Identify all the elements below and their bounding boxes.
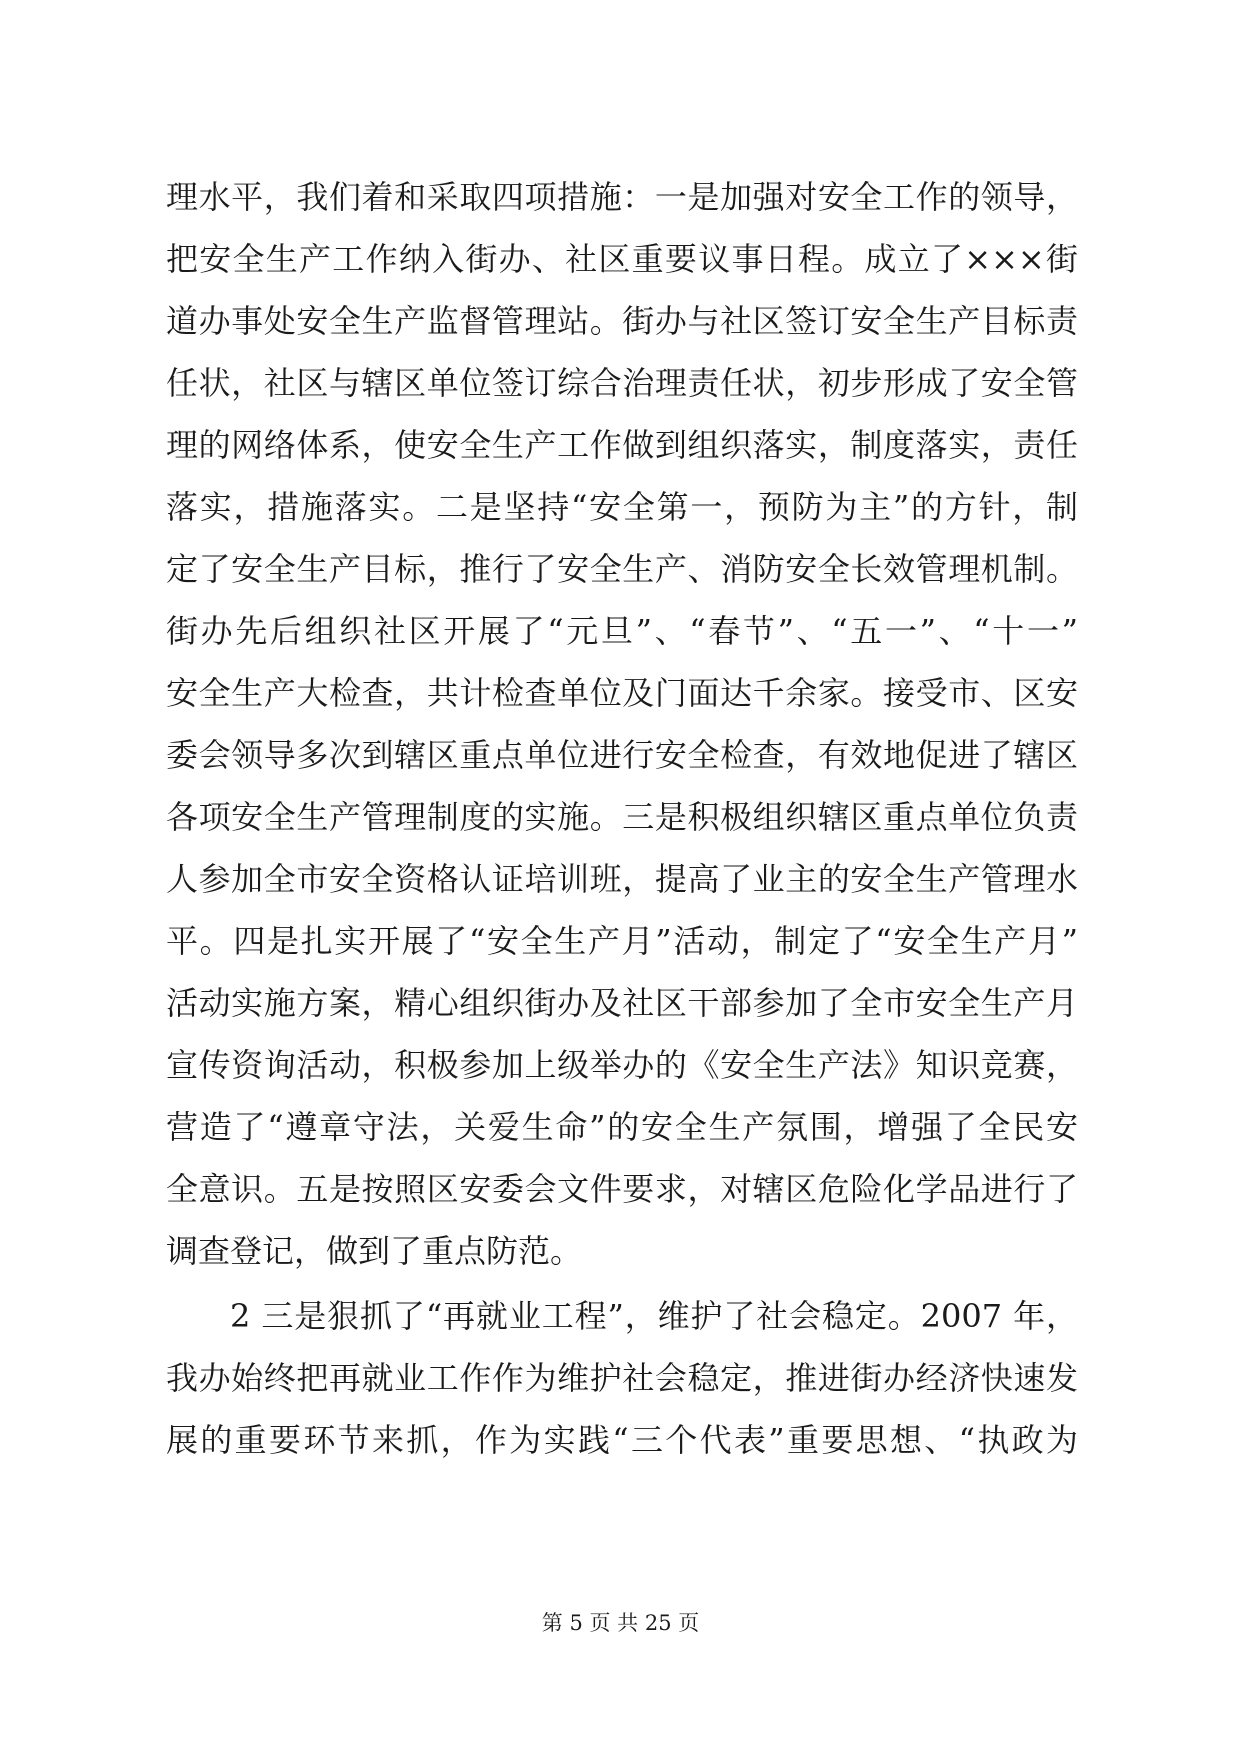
body-text-line: 理的网络体系，使安全生产工作做到组织落实，制度落实，责任	[166, 426, 1078, 464]
body-text-line: 任状，社区与辖区单位签订综合治理责任状，初步形成了安全管	[166, 364, 1078, 402]
body-text-line: 委会领导多次到辖区重点单位进行安全检查，有效地促进了辖区	[166, 736, 1078, 774]
body-text-line: 理水平，我们着和采取四项措施：一是加强对安全工作的领导，	[166, 178, 1078, 216]
body-text-line: 宣传资询活动，积极参加上级举办的《安全生产法》知识竞赛，	[166, 1046, 1078, 1084]
body-text-line: 街办先后组织社区开展了“元旦”、“春节”、“五一”、“十一”	[166, 612, 1078, 650]
body-text-line: 平。四是扎实开展了“安全生产月”活动，制定了“安全生产月”	[166, 922, 1078, 960]
body-text-line: 全意识。五是按照区安委会文件要求，对辖区危险化学品进行了	[166, 1170, 1078, 1208]
page-number-footer: 第 5 页 共 25 页	[541, 1611, 700, 1635]
body-text-line: 展的重要环节来抓，作为实践“三个代表”重要思想、“执政为	[166, 1421, 1078, 1459]
body-text-line: 落实，措施落实。二是坚持“安全第一，预防为主”的方针，制	[166, 488, 1078, 526]
body-text-line: 我办始终把再就业工作作为维护社会稳定，推进街办经济快速发	[166, 1359, 1078, 1397]
body-text-line: 道办事处安全生产监督管理站。街办与社区签订安全生产目标责	[166, 302, 1078, 340]
body-text-line: 定了安全生产目标，推行了安全生产、消防安全长效管理机制。	[166, 550, 1078, 588]
body-text-line: 营造了“遵章守法，关爱生命”的安全生产氛围，增强了全民安	[166, 1108, 1078, 1146]
body-text-line: 各项安全生产管理制度的实施。三是积极组织辖区重点单位负责	[166, 798, 1078, 836]
body-text-line: 人参加全市安全资格认证培训班，提高了业主的安全生产管理水	[166, 860, 1078, 898]
body-text-line: 把安全生产工作纳入街办、社区重要议事日程。成立了×××街	[166, 240, 1078, 278]
body-text-line: 2 三是狠抓了“再就业工程”，维护了社会稳定。2007 年，	[230, 1297, 1078, 1335]
body-text-line: 调查登记，做到了重点防范。	[166, 1232, 583, 1270]
body-text-line: 安全生产大检查，共计检查单位及门面达千余家。接受市、区安	[166, 674, 1078, 712]
body-text-line: 活动实施方案，精心组织街办及社区干部参加了全市安全生产月	[166, 984, 1078, 1022]
